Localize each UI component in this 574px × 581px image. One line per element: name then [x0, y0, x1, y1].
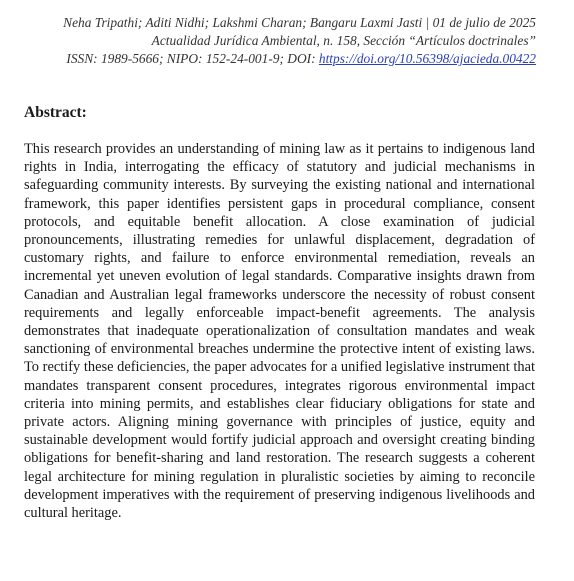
abstract-heading: Abstract:: [24, 104, 87, 121]
journal-line: Actualidad Jurídica Ambiental, n. 158, Sección “Artículos doctrinales”: [151, 33, 536, 48]
doi-link[interactable]: https://doi.org/10.56398/ajacieda.00422: [318, 51, 536, 66]
issn-doi-line: [16, 50, 536, 68]
document-header: [16, 14, 536, 68]
issn-prefix: ISSN: 1989-5666; NIPO: 152-24-001-9; DOI:: [66, 51, 319, 66]
authors-date-line: Neha Tripathi; Aditi Nidhi; Lakshmi Charan; Bangaru Laxmi Jasti | 01 de julio de 2025: [63, 15, 536, 30]
abstract-text: This research provides an understanding of mining law as it pertains to indigenous land rights in India, interrogating the efficacy of statutory and judicial mechanisms in safeguarding community interests. By surveying the existing national and international framework, this paper identifies persistent gaps in procedural compliance, consent protocols, and equitable benefit allocation. A close examination of judicial pronouncements, illustrating remedies for unlawful displacement, degradation of customary rights, and failure to enforce environmental remediation, reveals an incremental yet uneven evolution of legal standards. Comparative insights drawn from Canadian and Australian legal frameworks underscore the necessity of robust consent requirements and legally enforceable impact-benefit agreements. The analysis demonstrates that inadequate operationalization of consultation mandates and weak sanctioning of environmental breaches undermine the protective intent of existing laws. To rectify these deficiencies, the paper advocates for a unified legislative instrument that mandates transparent consent procedures, integrates rigorous environmental impact criteria into mining permits, and establishes clear fiduciary obligations for state and private actors. Aligning mining governance with principles of justice, equity and sustainable development would fortify judicial approach and oversight creating binding obligations for benefit-sharing and land restoration. The research suggests a coherent legal architecture for mining regulation in pluralistic societies by aiming to reconcile development imperatives with the requirement of preserving indigenous livelihoods and cultural heritage.: [24, 141, 535, 522]
